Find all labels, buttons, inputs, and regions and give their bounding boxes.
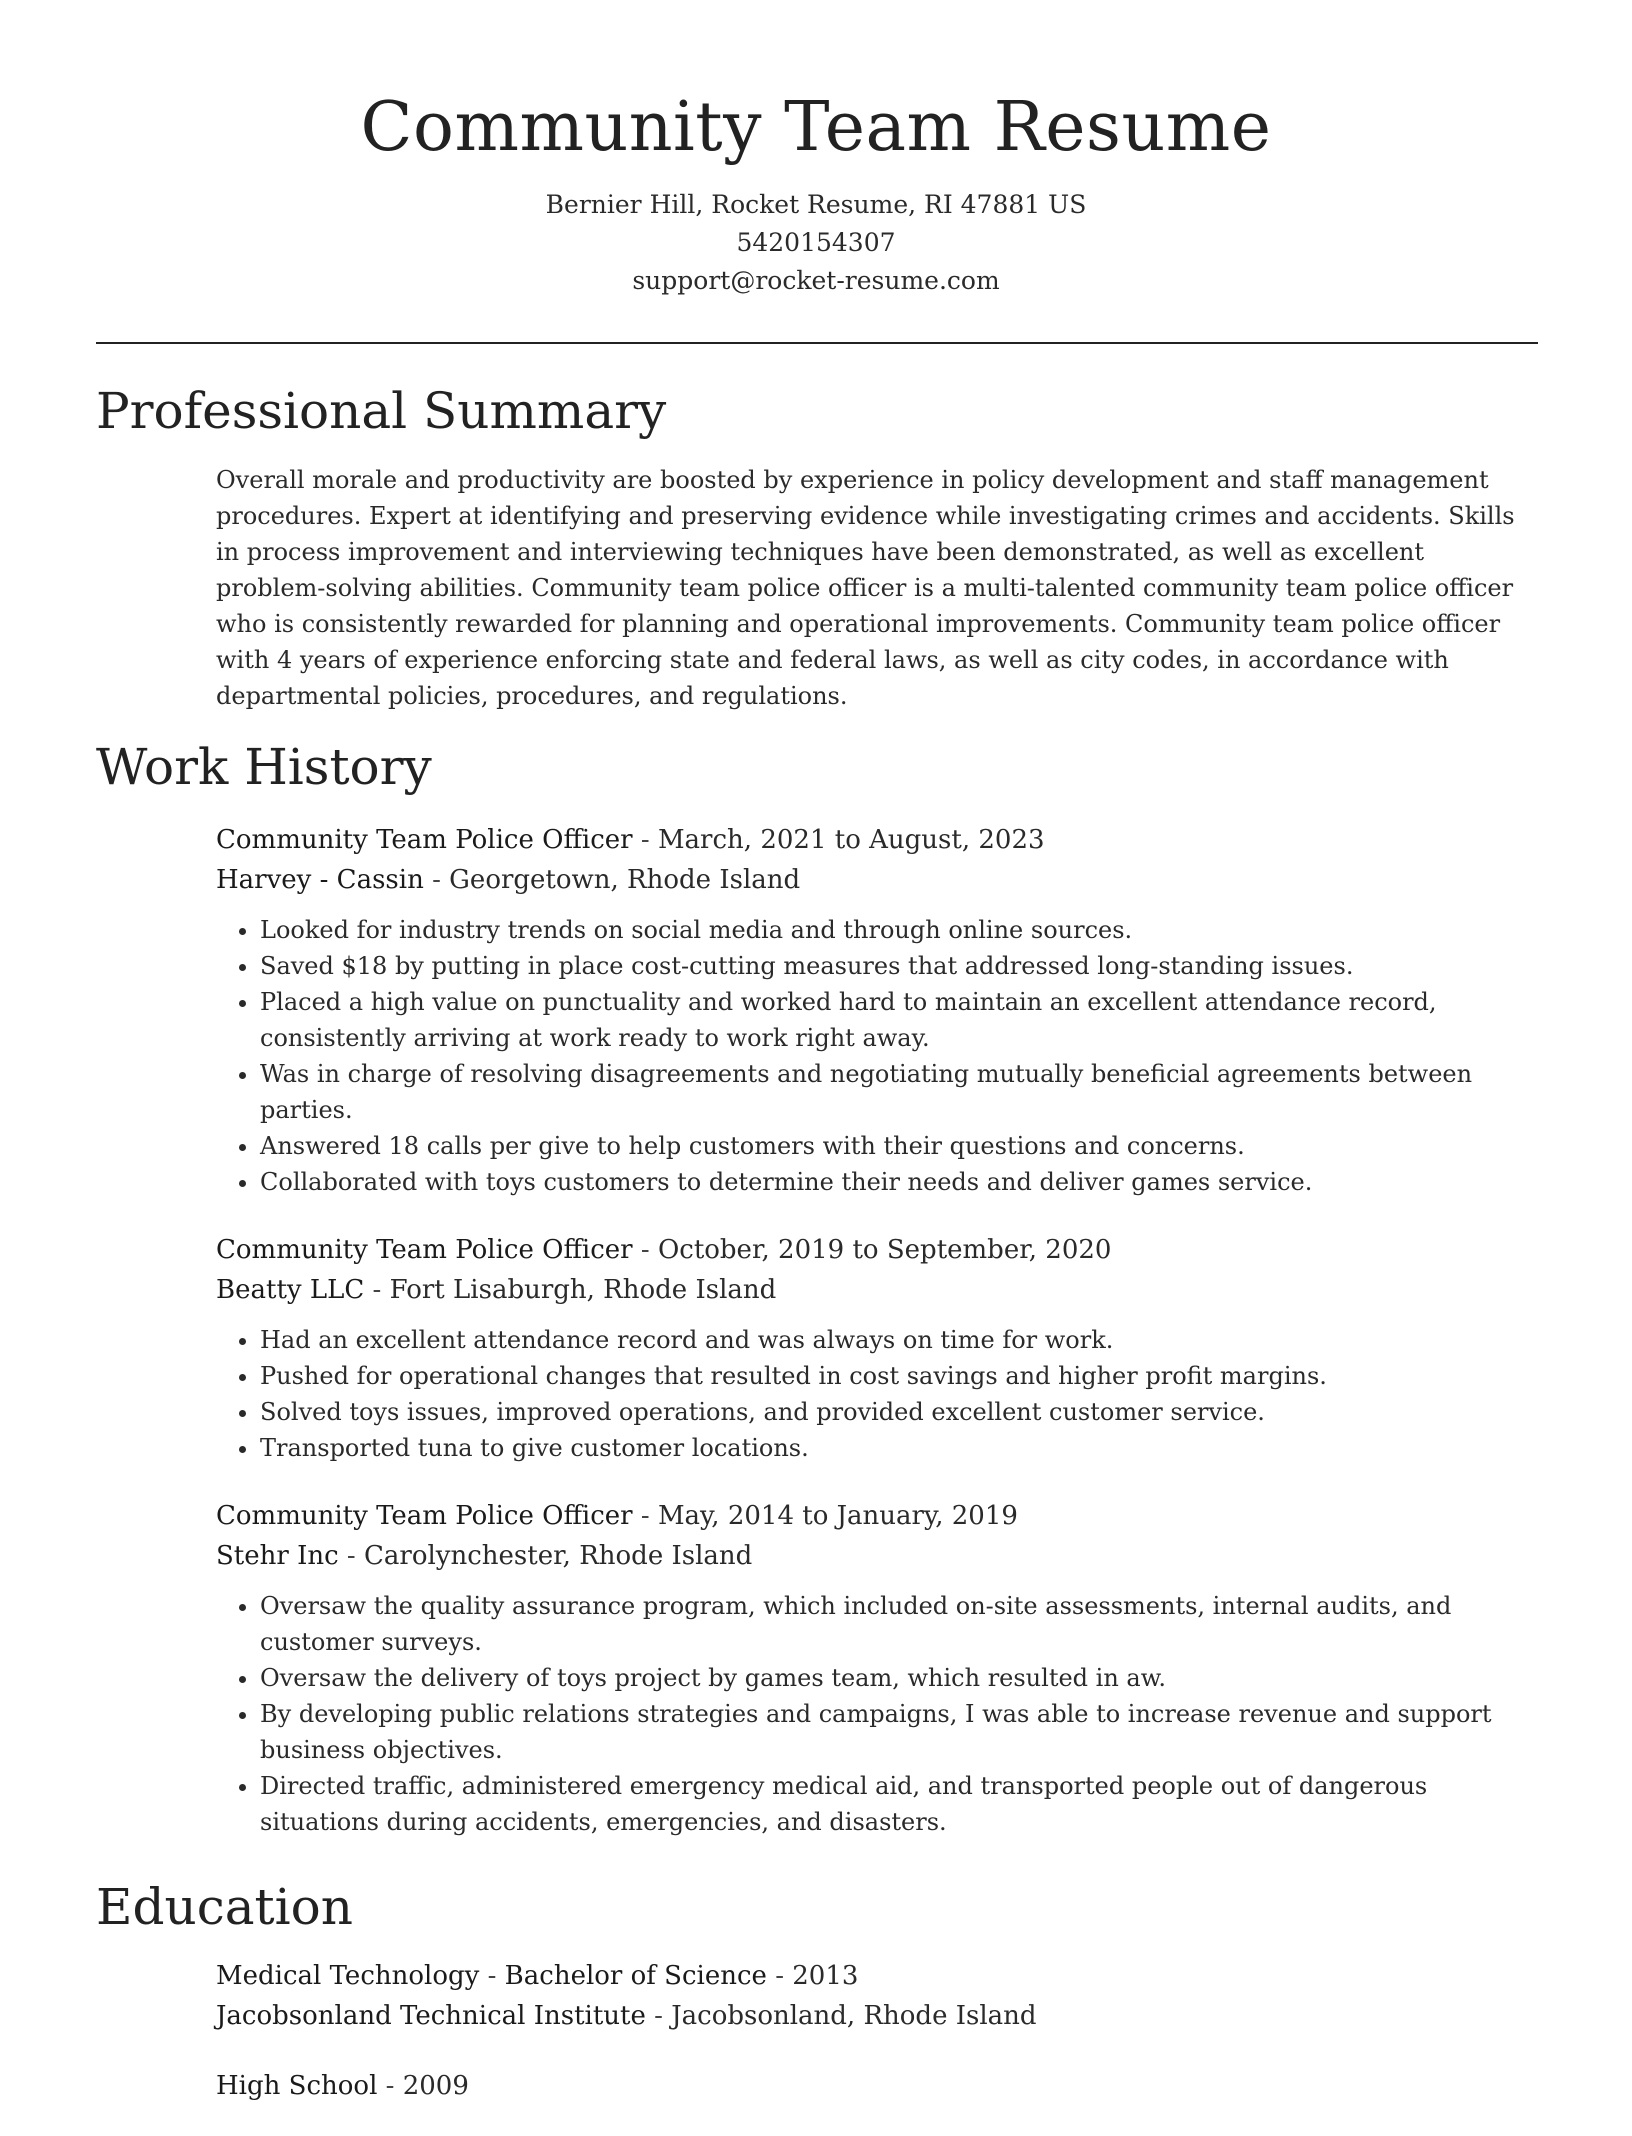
work-history-list [216, 820, 1538, 1870]
job-title-line: Community Team Police Officer - May, 2014 to January, 2019 [216, 1501, 1018, 1531]
education-school: Jacobsonland Technical Institute [216, 2001, 646, 2031]
job-location: Fort Lisaburgh, Rhode Island [389, 1275, 777, 1305]
job-dates: March, 2021 to August, 2023 [657, 825, 1045, 855]
work-history-heading: Work History [96, 738, 432, 796]
education-degree-line: Medical Technology - Bachelor of Science - 2013 [216, 1961, 859, 1991]
job-bullet: • Oversaw the quality assurance program, which included on-site assessments, internal audits, and customer surveys. [260, 1588, 1538, 1660]
education-field: Medical Technology [216, 1961, 480, 1991]
job-entry [216, 1230, 1538, 1466]
job-bullet: • Looked for industry trends on social media and through online sources. [260, 912, 1538, 948]
education-degree: High School [216, 2071, 378, 2101]
job-bullet: • Had an excellent attendance record and was always on time for work. [260, 1322, 1538, 1358]
job-bullet: • Collaborated with toys customers to determine their needs and deliver games service. [260, 1164, 1538, 1200]
job-company: Stehr Inc [216, 1541, 339, 1571]
education-degree: Bachelor of Science [504, 1961, 767, 1991]
job-company: Beatty LLC [216, 1275, 365, 1305]
job-bullet: • Saved $18 by putting in place cost-cutting measures that addressed long-standing issues. [260, 948, 1538, 984]
header-divider [96, 342, 1538, 344]
job-dates: May, 2014 to January, 2019 [657, 1501, 1018, 1531]
job-company-line: Stehr Inc - Carolynchester, Rhode Island [216, 1541, 753, 1571]
education-entry [216, 2066, 1538, 2106]
job-company-line: Beatty LLC - Fort Lisaburgh, Rhode Island [216, 1275, 777, 1305]
job-entry [216, 820, 1538, 1200]
job-bullet: • Transported tuna to give customer locations. [260, 1430, 1538, 1466]
education-year: 2013 [792, 1961, 859, 1991]
job-bullet: • Directed traffic, administered emergency medical aid, and transported people out of dangerous situations during accidents, emergencies, and disasters. [260, 1768, 1538, 1840]
job-bullet: • Solved toys issues, improved operations, and provided excellent customer service. [260, 1394, 1538, 1430]
resume-header [0, 0, 1632, 300]
job-bullet: • Oversaw the delivery of toys project by games team, which resulted in aw. [260, 1660, 1538, 1696]
phone: 5420154307 [736, 228, 896, 257]
job-title-line: Community Team Police Officer - October, 2019 to September, 2020 [216, 1235, 1112, 1265]
job-bullets [216, 912, 1538, 1200]
job-title: Community Team Police Officer [216, 825, 633, 855]
summary-text: Overall morale and productivity are boosted by experience in policy development and staff management procedures. Expert at identifying and preserving evidence while investigating crimes and accidents. Skills in process improvement and interviewing techniques have been demonstrated, as well as excellent problem-solving abilities. Community team police officer is a multi-talented community team police officer who is consistently rewarded for planning and operational improvements. Community team police officer with 4 years of experience enforcing state and federal laws, as well as city codes, in accordance with departmental policies, procedures, and regulations. [216, 466, 1515, 710]
education-list [216, 1956, 1538, 2136]
job-location: Georgetown, Rhode Island [449, 865, 801, 895]
education-entry [216, 1956, 1538, 2036]
education-location: Jacobsonland, Rhode Island [671, 2001, 1037, 2031]
job-bullet: • By developing public relations strategies and campaigns, I was able to increase revenue and support business objectives. [260, 1696, 1538, 1768]
job-location: Carolynchester, Rhode Island [364, 1541, 753, 1571]
job-bullet: • Pushed for operational changes that resulted in cost savings and higher profit margins. [260, 1358, 1538, 1394]
job-bullet: • Answered 18 calls per give to help customers with their questions and concerns. [260, 1128, 1538, 1164]
job-company: Harvey - Cassin [216, 865, 424, 895]
contact-info [0, 186, 1632, 300]
job-bullets [216, 1588, 1538, 1840]
job-title: Community Team Police Officer [216, 1235, 633, 1265]
education-heading: Education [96, 1878, 353, 1936]
job-entry [216, 1496, 1538, 1840]
address: Bernier Hill, Rocket Resume, RI 47881 US [545, 190, 1087, 219]
email: support@rocket-resume.com [632, 266, 1000, 295]
summary-heading: Professional Summary [96, 382, 667, 440]
job-company-line: Harvey - Cassin - Georgetown, Rhode Island [216, 865, 801, 895]
job-title-line: Community Team Police Officer - March, 2021 to August, 2023 [216, 825, 1045, 855]
education-year: 2009 [402, 2071, 469, 2101]
job-bullets [216, 1322, 1538, 1466]
job-title: Community Team Police Officer [216, 1501, 633, 1531]
resume-title: Community Team Resume [360, 88, 1272, 167]
education-school-line: Jacobsonland Technical Institute - Jacobsonland, Rhode Island [216, 2001, 1037, 2031]
education-degree-line: High School - 2009 [216, 2071, 469, 2101]
job-dates: October, 2019 to September, 2020 [657, 1235, 1112, 1265]
job-bullet: • Placed a high value on punctuality and worked hard to maintain an excellent attendance record, consistently arriving at work ready to work right away. [260, 984, 1538, 1056]
job-bullet: • Was in charge of resolving disagreements and negotiating mutually beneficial agreements between parties. [260, 1056, 1538, 1128]
